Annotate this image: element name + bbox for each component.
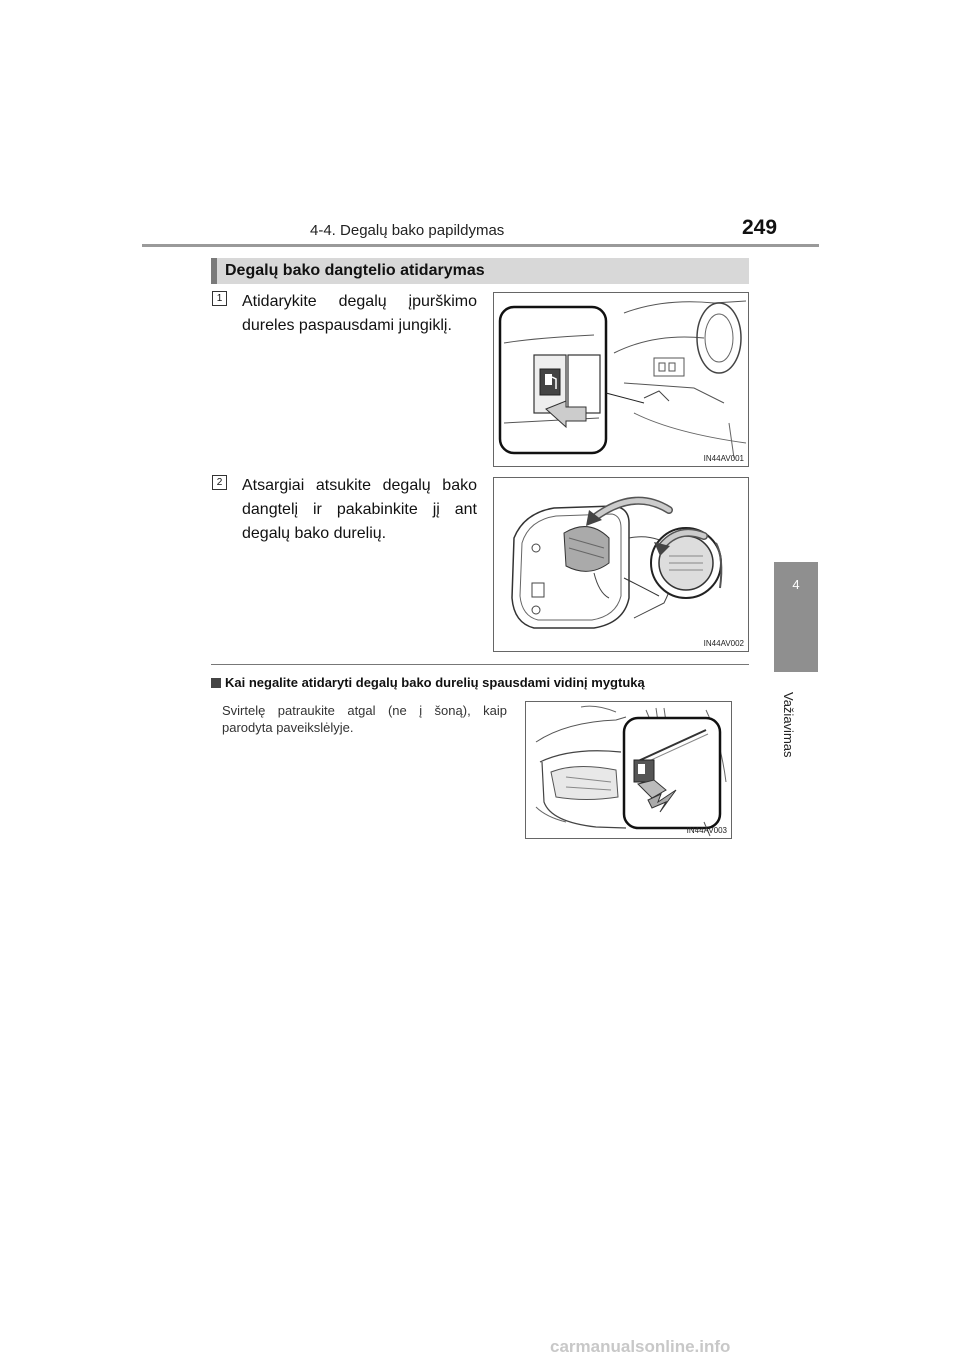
chapter-number: 4 [792,577,800,592]
square-bullet-icon [211,678,221,688]
step-number-2: 2 [212,475,227,490]
figure-code-1: IN44AV001 [703,454,744,463]
figure-code-3: IN44AV003 [686,826,727,835]
note-text: Svirtelę patraukite atgal (ne į šoną), kaip parodyta paveikslėlyje. [222,703,507,735]
figure-release-lever [525,701,732,839]
note-heading [211,675,645,690]
step-number-1: 1 [212,291,227,306]
section-divider [211,664,749,665]
figure-fuel-door-switch [493,292,749,467]
chapter-label: Važiavimas [781,692,796,758]
figure-code-2: IN44AV002 [703,639,744,648]
fuel-cap-illustration [494,478,748,651]
figure-fuel-cap [493,477,749,652]
note-heading-text: Kai negalite atidaryti degalų bako durelių spausdami vidinį mygtuką [225,675,645,690]
watermark: carmanualsonline.info [550,1337,731,1356]
dashboard-illustration [494,293,748,466]
page-number: 249 [742,216,778,239]
section-header: 4-4. Degalų bako papildymas [310,222,505,239]
section-title: Degalų bako dangtelio atidarymas [225,262,485,279]
header-divider [142,244,819,247]
step-text-2: Atsargiai atsukite degalų bako dangtelį ir pakabinkite jį ant degalų bako durelių. [242,477,477,542]
trunk-lever-illustration [526,702,731,838]
step-text-1: Atidarykite degalų įpurškimo dureles paspausdami jungiklį. [242,293,477,334]
